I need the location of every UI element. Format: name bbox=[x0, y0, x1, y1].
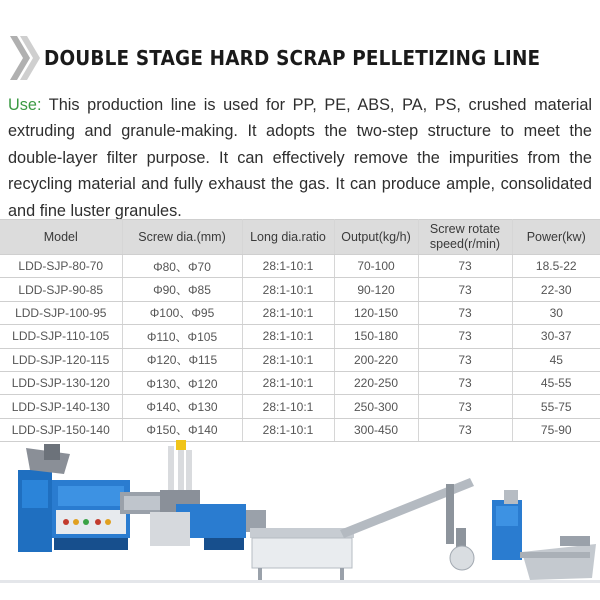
description-text: This production line is used for PP, PE, ABS, PA, PS, crushed material extruding and granule-making. It adopts the two-step structure to meet the double-layer filter purpose. It can effectively remove the impurities from the recycling material and fully exhaust the gas. It can produce ample, consolidated and fine luster granules. bbox=[8, 96, 592, 220]
table-cell: LDD-SJP-130-120 bbox=[0, 371, 122, 394]
table-cell: 73 bbox=[418, 418, 512, 441]
table-row bbox=[0, 255, 600, 278]
description-paragraph bbox=[8, 92, 592, 224]
table-cell: Φ120、Φ115 bbox=[122, 348, 242, 371]
table-cell: LDD-SJP-90-85 bbox=[0, 278, 122, 301]
table-cell: 28:1-10:1 bbox=[242, 371, 334, 394]
use-label: Use: bbox=[8, 96, 42, 114]
table-cell: 28:1-10:1 bbox=[242, 301, 334, 324]
table-cell: 55-75 bbox=[512, 395, 600, 418]
table-cell: 28:1-10:1 bbox=[242, 278, 334, 301]
column-header-screw-dia: Screw dia.(mm) bbox=[122, 220, 242, 255]
column-header-long-dia-ratio: Long dia.ratio bbox=[242, 220, 334, 255]
table-row bbox=[0, 395, 600, 418]
table-cell: Φ90、Φ85 bbox=[122, 278, 242, 301]
table-cell: 120-150 bbox=[334, 301, 418, 324]
table-cell: LDD-SJP-110-105 bbox=[0, 325, 122, 348]
table-cell: LDD-SJP-140-130 bbox=[0, 395, 122, 418]
table-cell: 28:1-10:1 bbox=[242, 418, 334, 441]
table-cell: LDD-SJP-120-115 bbox=[0, 348, 122, 371]
column-header-model: Model bbox=[0, 220, 122, 255]
table-cell: 22-30 bbox=[512, 278, 600, 301]
pelletizing-line-illustration bbox=[0, 440, 600, 596]
table-cell: 200-220 bbox=[334, 348, 418, 371]
table-cell: 90-120 bbox=[334, 278, 418, 301]
table-row bbox=[0, 325, 600, 348]
table-row bbox=[0, 278, 600, 301]
table-cell: 70-100 bbox=[334, 255, 418, 278]
table-cell: 45 bbox=[512, 348, 600, 371]
table-cell: 28:1-10:1 bbox=[242, 395, 334, 418]
table-cell: 18.5-22 bbox=[512, 255, 600, 278]
column-header-power: Power(kw) bbox=[512, 220, 600, 255]
table-cell: 73 bbox=[418, 371, 512, 394]
table-cell: Φ140、Φ130 bbox=[122, 395, 242, 418]
table-cell: 28:1-10:1 bbox=[242, 348, 334, 371]
table-cell: Φ130、Φ120 bbox=[122, 371, 242, 394]
table-cell: 73 bbox=[418, 325, 512, 348]
table-cell: Φ110、Φ105 bbox=[122, 325, 242, 348]
table-row bbox=[0, 348, 600, 371]
table-cell: 30-37 bbox=[512, 325, 600, 348]
table-row bbox=[0, 301, 600, 324]
table-cell: Φ100、Φ95 bbox=[122, 301, 242, 324]
table-cell: 30 bbox=[512, 301, 600, 324]
table-cell: 75-90 bbox=[512, 418, 600, 441]
table-row bbox=[0, 418, 600, 441]
table-cell: 73 bbox=[418, 348, 512, 371]
table-cell: 28:1-10:1 bbox=[242, 325, 334, 348]
table-row bbox=[0, 371, 600, 394]
table-header-row bbox=[0, 220, 600, 255]
table-cell: 300-450 bbox=[334, 418, 418, 441]
table-cell: LDD-SJP-80-70 bbox=[0, 255, 122, 278]
table-cell: 250-300 bbox=[334, 395, 418, 418]
page-header bbox=[8, 34, 592, 82]
table-cell: 150-180 bbox=[334, 325, 418, 348]
table-cell: LDD-SJP-100-95 bbox=[0, 301, 122, 324]
table-cell: Φ80、Φ70 bbox=[122, 255, 242, 278]
table-cell: 45-55 bbox=[512, 371, 600, 394]
page-title: DOUBLE STAGE HARD SCRAP PELLETIZING LINE bbox=[44, 46, 541, 70]
specification-table bbox=[0, 219, 600, 442]
table-cell: Φ150、Φ140 bbox=[122, 418, 242, 441]
table-cell: 73 bbox=[418, 301, 512, 324]
table-cell: 28:1-10:1 bbox=[242, 255, 334, 278]
table-cell: LDD-SJP-150-140 bbox=[0, 418, 122, 441]
table-cell: 73 bbox=[418, 278, 512, 301]
table-cell: 220-250 bbox=[334, 371, 418, 394]
column-header-output: Output(kg/h) bbox=[334, 220, 418, 255]
table-cell: 73 bbox=[418, 255, 512, 278]
table-cell: 73 bbox=[418, 395, 512, 418]
column-header-screw-speed: Screw rotate speed(r/min) bbox=[418, 220, 512, 255]
double-chevron-icon bbox=[8, 34, 40, 82]
